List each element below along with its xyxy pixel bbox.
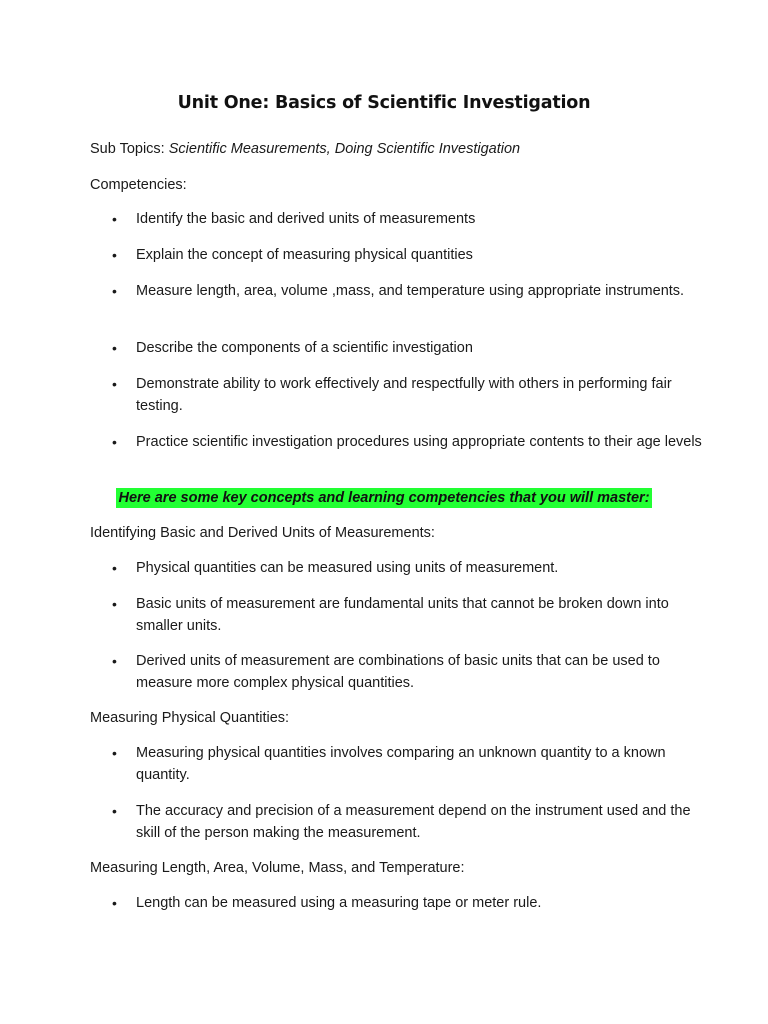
list-item [112, 593, 702, 637]
bullet-icon: • [112, 247, 117, 263]
highlight-line [0, 488, 768, 508]
list-item [112, 800, 702, 844]
bullet-icon: • [112, 895, 117, 911]
competency-item [112, 337, 702, 359]
competencies-heading: Competencies: [90, 177, 187, 193]
bullet-icon: • [112, 376, 117, 392]
subtopics-line [90, 138, 520, 160]
competency-item [112, 431, 702, 453]
competency-text: Explain the concept of measuring physical quantities [136, 247, 473, 263]
list-item [112, 650, 702, 694]
competency-item [112, 244, 702, 266]
list-item-text: Derived units of measurement are combinations of basic units that can be used to measure more complex physical quantities. [136, 653, 660, 691]
highlight-text: Here are some key concepts and learning competencies that you will master: [118, 490, 650, 506]
subtopics-separator: : [160, 141, 169, 157]
bullet-icon: • [112, 283, 117, 299]
competency-item [112, 208, 702, 230]
competency-text: Practice scientific investigation procedures using appropriate contents to their age levels [136, 434, 702, 450]
competency-text: Demonstrate ability to work effectively and respectfully with others in performing fair testing. [136, 376, 672, 414]
subtopics-value: Scientific Measurements, Doing Scientific Investigation [168, 141, 521, 157]
list-item [112, 892, 702, 914]
bullet-icon: • [112, 803, 117, 819]
list-item-text: The accuracy and precision of a measurement depend on the instrument used and the skill of the person making the measurement. [136, 803, 691, 841]
document-title: Unit One: Basics of Scientific Investigation [177, 93, 591, 113]
section-heading: Measuring Physical Quantities: [90, 710, 290, 726]
section-heading: Measuring Length, Area, Volume, Mass, and Temperature: [90, 860, 465, 876]
bullet-icon: • [112, 340, 117, 356]
competency-item [112, 373, 702, 417]
list-item-text: Physical quantities can be measured using units of measurement. [136, 560, 559, 576]
list-item-text: Basic units of measurement are fundamental units that cannot be broken down into smaller units. [136, 596, 669, 634]
section-heading: Identifying Basic and Derived Units of Measurements: [90, 525, 435, 541]
bullet-icon: • [112, 596, 117, 612]
subtopics-label: Sub Topics [90, 141, 161, 157]
bullet-icon: • [112, 434, 117, 450]
competency-item [112, 280, 702, 302]
bullet-icon: • [112, 211, 117, 227]
list-item [112, 557, 702, 579]
bullet-icon: • [112, 745, 117, 761]
competency-text: Measure length, area, volume ,mass, and temperature using appropriate instruments. [136, 283, 685, 299]
list-item-text: Measuring physical quantities involves comparing an unknown quantity to a known quantity. [136, 745, 666, 783]
bullet-icon: • [112, 653, 117, 669]
competency-text: Describe the components of a scientific investigation [136, 340, 473, 356]
competency-text: Identify the basic and derived units of measurements [136, 211, 476, 227]
list-item [112, 742, 702, 786]
list-item-text: Length can be measured using a measuring tape or meter rule. [136, 895, 542, 911]
bullet-icon: • [112, 560, 117, 576]
